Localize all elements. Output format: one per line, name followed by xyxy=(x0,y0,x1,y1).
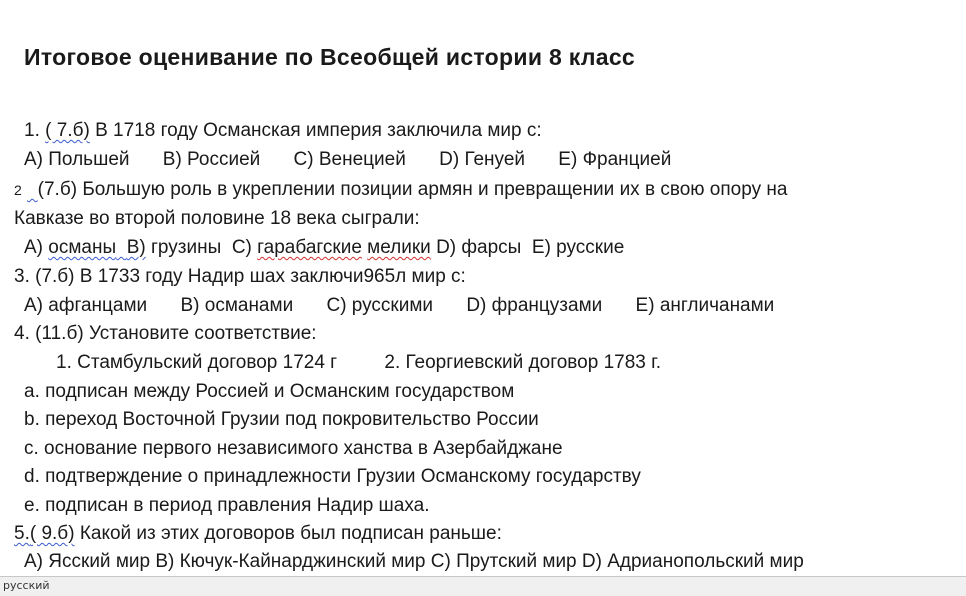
page-title: Итоговое оценивание по Всеобщей истории 8 класс xyxy=(24,44,636,70)
question-3: 3. (7.б) В 1733 году Надир шах заключи965л мир с: xyxy=(14,266,466,287)
question-1 xyxy=(24,119,542,143)
q5-number-points: 5.( 9.б) xyxy=(14,523,75,544)
q2-points: (7.б) xyxy=(37,179,78,200)
q4-treaties xyxy=(56,351,661,375)
q2-options xyxy=(24,236,624,260)
q1-option-b: B) Россией xyxy=(162,149,261,170)
q1-points: ( 7.б) xyxy=(45,120,90,141)
q3-options xyxy=(24,294,774,318)
q4-item-d: d. подтверждение о принадлежности Грузии Османскому государству xyxy=(24,466,641,487)
language-indicator[interactable]: русский xyxy=(3,579,50,592)
q5-text: Какой из этих договоров был подписан раньше: xyxy=(79,523,502,544)
q4-item-e: e. подписан в период правления Надир шаха. xyxy=(24,495,430,516)
q1-option-e: E) Францией xyxy=(558,149,672,170)
q1-option-a: A) Польшей xyxy=(24,149,130,170)
q2-option-a-word: османы B) xyxy=(48,237,146,258)
question-2 xyxy=(14,178,787,202)
q1-number: 1. xyxy=(24,120,40,141)
q2-number: 2 xyxy=(14,182,22,198)
q2-text-line2: Кавказе во второй половине 18 века сыграли: xyxy=(14,208,420,229)
q1-option-d: D) Генуей xyxy=(439,149,526,170)
q5-options: A) Ясский мир B) Кючук-Кайнарджинский мир C) Прутский мир D) Адрианопольский мир xyxy=(24,551,804,572)
question-4: 4. (11.б) Установите соответствие: xyxy=(14,323,317,344)
q4-item-a: a. подписан между Россией и Османским государством xyxy=(24,381,515,402)
q3-option-d: D) французами xyxy=(466,295,603,316)
q2-option-b-letter: B) xyxy=(126,237,146,258)
q2-option-d: D) фарсы xyxy=(436,237,522,258)
q2-option-c-word2: мелики xyxy=(367,237,431,258)
q1-option-c: C) Венецией xyxy=(293,149,406,170)
q3-option-e: E) англичанами xyxy=(635,295,775,316)
status-bar xyxy=(0,576,966,596)
q3-option-b: B) османами xyxy=(180,295,294,316)
q2-option-a-prefix: A) xyxy=(24,237,43,258)
q4-treaty-2: 2. Георгиевский договор 1783 г. xyxy=(384,352,662,373)
q4-item-b: b. переход Восточной Грузии под покровительство России xyxy=(24,409,539,430)
q3-option-a: A) афганцами xyxy=(24,295,148,316)
q2-option-c-prefix: C) xyxy=(231,237,252,258)
q3-option-c: C) русскими xyxy=(326,295,434,316)
q2-option-c-word1: гарабагские xyxy=(257,237,362,258)
q4-treaty-1: 1. Стамбульский договор 1724 г xyxy=(56,352,338,373)
question-5 xyxy=(14,522,502,546)
q4-item-c: c. основание первого независимого ханства в Азербайджане xyxy=(24,438,563,459)
q1-options xyxy=(24,148,671,172)
q2-text-line1: Большую роль в укреплении позиции армян и превращении их в свою опору на xyxy=(82,179,788,200)
q2-option-b-rest: грузины xyxy=(150,237,222,258)
q2-option-e: E) русские xyxy=(531,237,625,258)
q1-text: В 1718 году Османская империя заключила мир с: xyxy=(95,120,542,141)
